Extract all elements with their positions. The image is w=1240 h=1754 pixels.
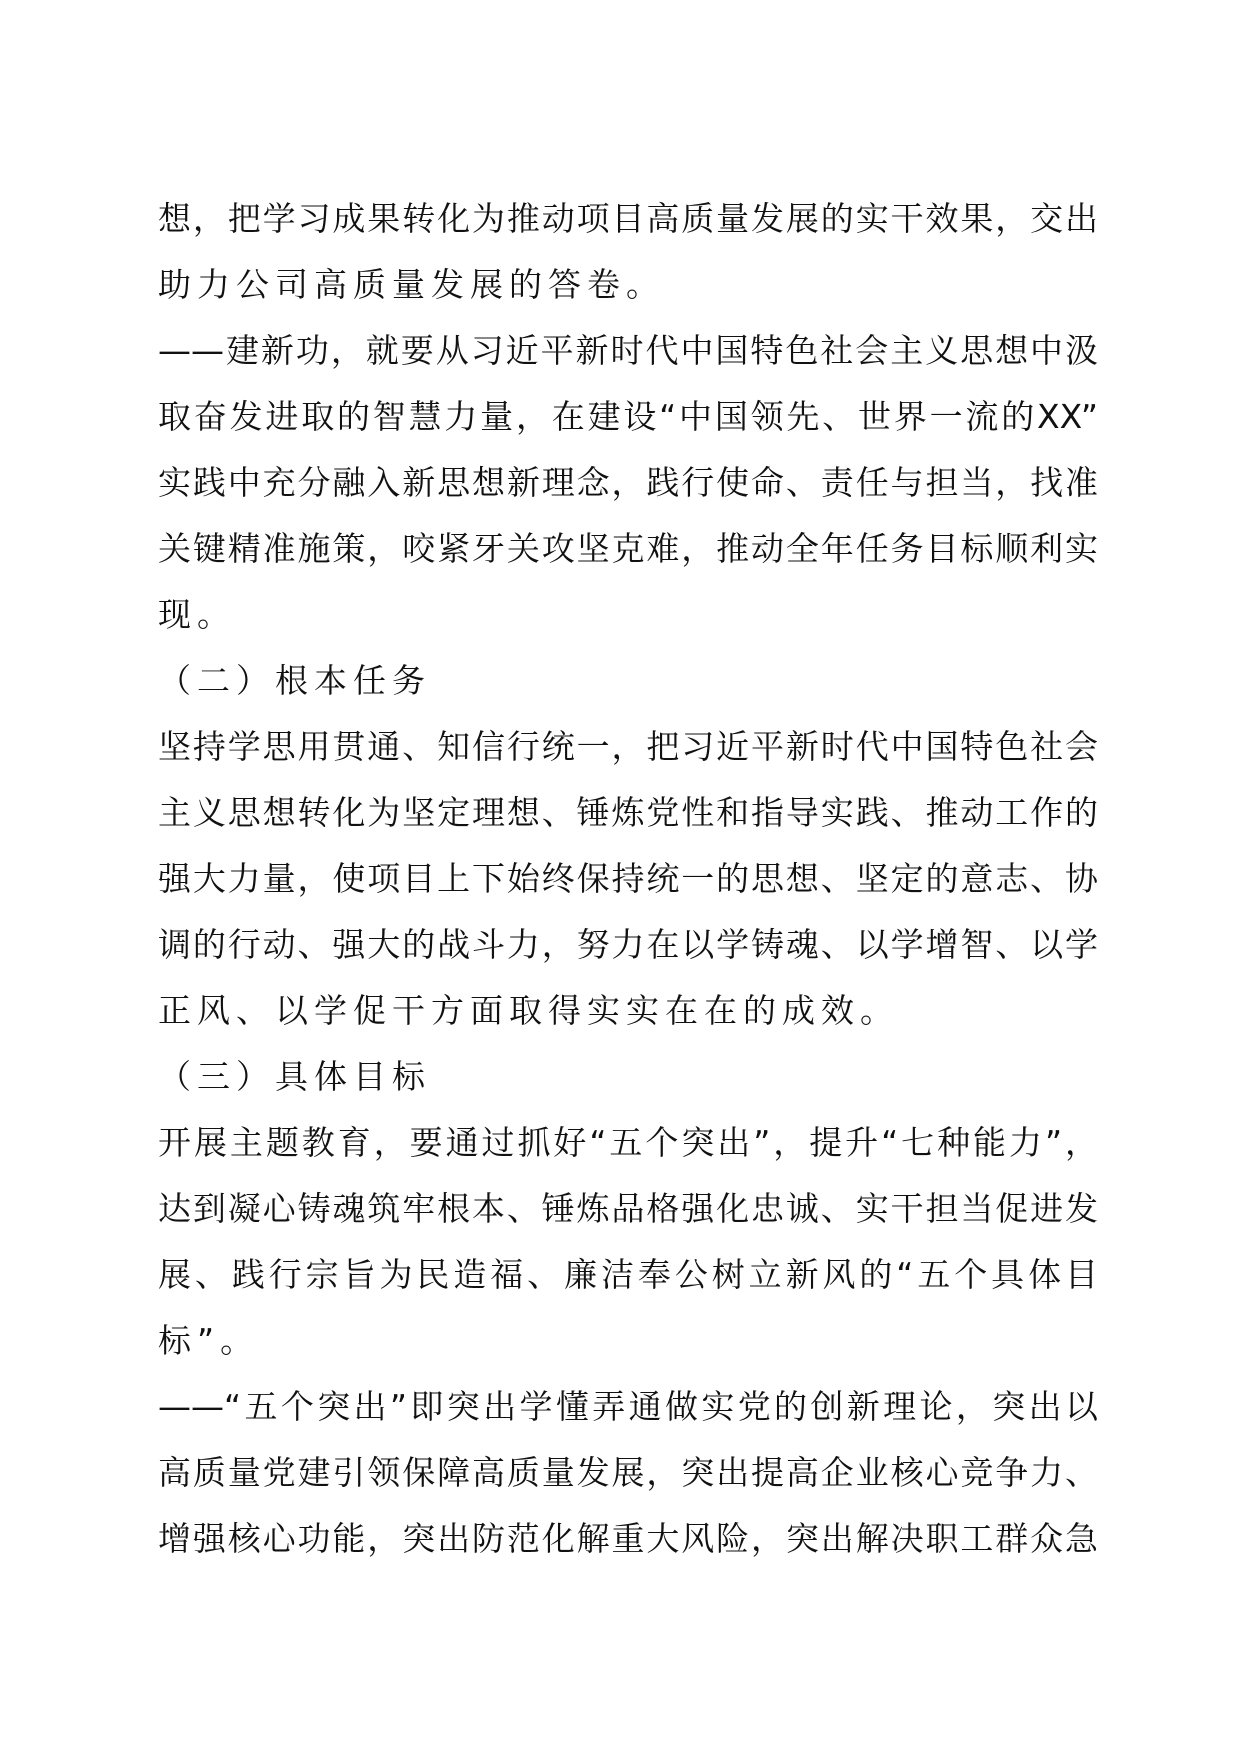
text-line: 取奋发进取的智慧力量，在建设“中国领先、世界一流的XX”: [158, 397, 1098, 436]
text-line: 实践中充分融入新思想新理念，践行使命、责任与担当，找准: [158, 463, 1098, 502]
text-line: 调的行动、强大的战斗力，努力在以学铸魂、以学增智、以学: [158, 925, 1098, 964]
section-heading: （二）根本任务: [158, 661, 431, 700]
text-line: 展、践行宗旨为民造福、廉洁奉公树立新风的“五个具体目: [158, 1255, 1098, 1294]
text-line: 关键精准施策，咬紧牙关攻坚克难，推动全年任务目标顺利实: [158, 529, 1098, 568]
text-line: ——建新功，就要从习近平新时代中国特色社会主义思想中汲: [158, 331, 1098, 370]
body-text: [158, 186, 1098, 1572]
text-line: 想，把学习成果转化为推动项目高质量发展的实干效果，交出: [158, 199, 1098, 238]
text-line: 高质量党建引领保障高质量发展，突出提高企业核心竞争力、: [158, 1453, 1098, 1492]
text-line: 现。: [158, 595, 236, 634]
text-line: 主义思想转化为坚定理想、锤炼党性和指导实践、推动工作的: [158, 793, 1098, 832]
text-line: 增强核心功能，突出防范化解重大风险，突出解决职工群众急: [158, 1519, 1098, 1558]
section-heading: （三）具体目标: [158, 1057, 431, 1096]
text-line: 达到凝心铸魂筑牢根本、锤炼品格强化忠诚、实干担当促进发: [158, 1189, 1098, 1228]
text-line: 标”。: [158, 1321, 260, 1360]
text-line: 助力公司高质量发展的答卷。: [158, 265, 665, 304]
text-line: 坚持学思用贯通、知信行统一，把习近平新时代中国特色社会: [158, 727, 1098, 766]
text-line: 开展主题教育，要通过抓好“五个突出”，提升“七种能力”，: [158, 1123, 1098, 1162]
text-line: 强大力量，使项目上下始终保持统一的思想、坚定的意志、协: [158, 859, 1098, 898]
text-line: ——“五个突出”即突出学懂弄通做实党的创新理论，突出以: [158, 1387, 1098, 1426]
text-line: 正风、以学促干方面取得实实在在的成效。: [158, 991, 899, 1030]
